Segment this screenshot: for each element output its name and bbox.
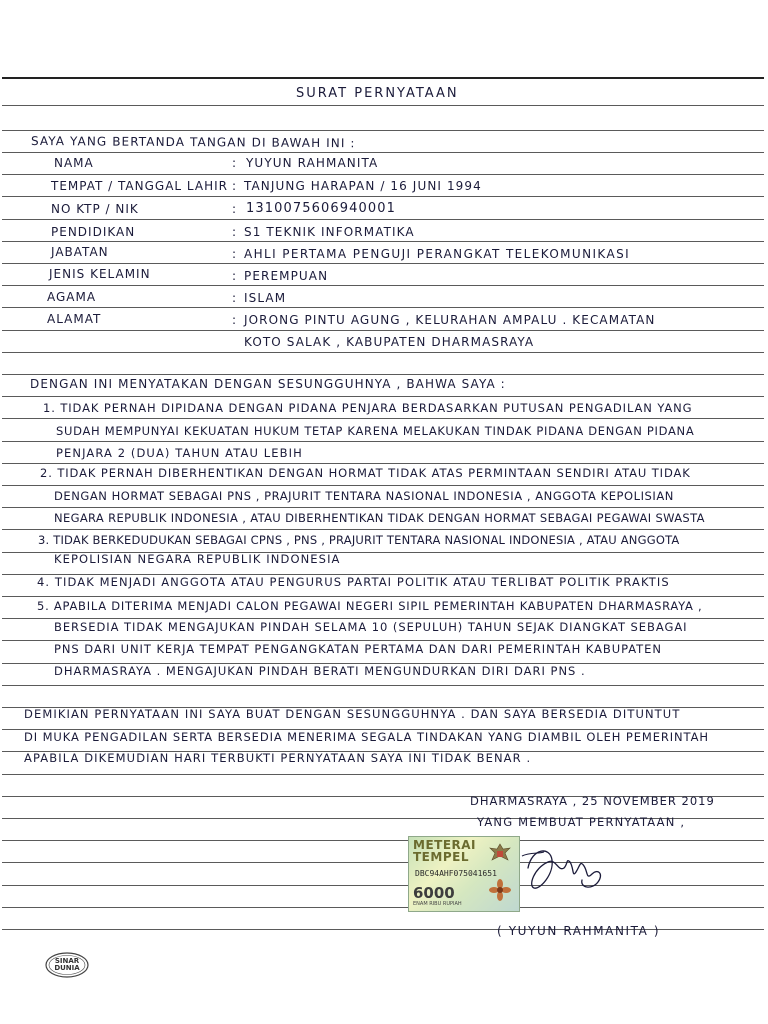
field-label-agama: AGAMA (47, 290, 97, 304)
ruled-line (2, 840, 764, 841)
field-value-pendidikan: S1 TEKNIK INFORMATIKA (244, 225, 415, 239)
field-label-nik: NO KTP / NIK (51, 202, 139, 216)
ruled-line (2, 529, 764, 530)
handwritten-signature (520, 838, 610, 898)
field-value-nama: YUYUN RAHMANITA (246, 156, 379, 170)
field-colon: : (232, 156, 238, 170)
ruled-line (2, 862, 764, 863)
duty-stamp (408, 836, 520, 912)
ruled-line (2, 241, 764, 242)
ruled-line (2, 374, 764, 375)
statement-1-line-1: 1. TIDAK PERNAH DIPIDANA DENGAN PIDANA PENJARA BERDASARKAN PUTUSAN PENGADILAN YANG (43, 401, 693, 415)
ruled-line (2, 330, 764, 331)
ruled-line (2, 152, 764, 153)
ruled-line (2, 307, 764, 308)
logo-line-2: DUNIA (54, 964, 80, 972)
ruled-line (2, 105, 764, 106)
statement-5-line-3: PNS DARI UNIT KERJA TEMPAT PENGANGKATAN PERTAMA DAN DARI PEMERINTAH KABUPATEN (54, 642, 662, 656)
sinar-dunia-logo (44, 951, 90, 979)
place-date: DHARMASRAYA , 25 NOVEMBER 2019 (470, 794, 715, 808)
statement-1-line-2: SUDAH MEMPUNYAI KEKUATAN HUKUM TETAP KARENA MELAKUKAN TINDAK PIDANA DENGAN PIDANA (56, 424, 695, 438)
stamp-line-1: METERAI (413, 838, 477, 852)
ruled-line (2, 196, 764, 197)
stamp-serial: DBC94AHF075041651 (415, 869, 497, 878)
field-colon: : (232, 225, 238, 239)
intro-line: SAYA YANG BERTANDA TANGAN DI BAWAH INI : (30, 134, 356, 151)
ruled-line (2, 640, 764, 641)
ruled-line (2, 174, 764, 175)
field-label-nama: NAMA (54, 156, 94, 170)
field-value-alamat: JORONG PINTU AGUNG , KELURAHAN AMPALU . KECAMATAN (244, 313, 656, 327)
statement-intro: DENGAN INI MENYATAKAN DENGAN SESUNGGUHNYA , BAHWA SAYA : (30, 377, 506, 391)
statement-1-line-3: PENJARA 2 (DUA) TAHUN ATAU LEBIH (56, 446, 303, 460)
field-label-jabatan: JABATAN (51, 245, 109, 259)
ruled-line (2, 907, 764, 908)
field-value-nik: 1310075606940001 (246, 201, 396, 216)
ruled-line (2, 396, 764, 397)
stamp-amount-words: ENAM RIBU RUPIAH (413, 901, 462, 907)
ruled-line (2, 774, 764, 775)
field-label-gender: JENIS KELAMIN (49, 267, 151, 281)
closing-line-3: APABILA DIKEMUDIAN HARI TERBUKTI PERNYATAAN SAYA INI TIDAK BENAR . (24, 751, 532, 765)
ruled-line (2, 685, 764, 686)
stamp-amount: 6000 (413, 884, 455, 902)
statement-4-line-1: 4. TIDAK MENJADI ANGGOTA ATAU PENGURUS PARTAI POLITIK ATAU TERLIBAT POLITIK PRAKTIS (37, 575, 670, 589)
field-value-gender: PEREMPUAN (244, 269, 329, 283)
ruled-line (2, 130, 764, 131)
stamp-line-2: TEMPEL (413, 850, 469, 864)
statement-3-line-2: KEPOLISIAN NEGARA REPUBLIK INDONESIA (54, 552, 341, 566)
closing-line-1: DEMIKIAN PERNYATAAN INI SAYA BUAT DENGAN SESUNGGUHNYA . DAN SAYA BERSEDIA DITUNTUT (24, 707, 681, 721)
ruled-line (2, 441, 764, 442)
logo-line-1: SINAR (54, 957, 80, 965)
ruled-line (2, 485, 764, 486)
field-colon: : (232, 247, 238, 261)
field-value-jabatan: AHLI PERTAMA PENGUJI PERANGKAT TELEKOMUNIKASI (244, 247, 631, 261)
garuda-emblem-icon (487, 841, 513, 867)
ruled-line (2, 263, 764, 264)
ruled-line (2, 77, 764, 79)
field-colon: : (232, 269, 238, 283)
stamp-flower-icon (489, 879, 511, 901)
field-colon: : (232, 179, 238, 193)
statement-5-line-1: 5. APABILA DITERIMA MENJADI CALON PEGAWAI NEGERI SIPIL PEMERINTAH KABUPATEN DHARMASRAYA , (37, 599, 703, 613)
ruled-line (2, 596, 764, 597)
closing-line-2: DI MUKA PENGADILAN SERTA BERSEDIA MENERIMA SEGALA TINDAKAN YANG DIAMBIL OLEH PEMERINTAH (24, 730, 709, 744)
ruled-line (2, 418, 764, 419)
ruled-line (2, 885, 764, 886)
ruled-line (2, 463, 764, 464)
statement-5-line-2: BERSEDIA TIDAK MENGAJUKAN PINDAH SELAMA 10 (SEPULUH) TAHUN SEJAK DIANGKAT SEBAGAI (54, 620, 688, 634)
ruled-line (2, 352, 764, 353)
field-colon: : (232, 313, 238, 327)
statement-2-line-1: 2. TIDAK PERNAH DIBERHENTIKAN DENGAN HORMAT TIDAK ATAS PERMINTAAN SENDIRI ATAU TIDAK (40, 466, 691, 480)
statement-2-line-2: DENGAN HORMAT SEBAGAI PNS , PRAJURIT TENTARA NASIONAL INDONESIA , ANGGOTA KEPOLISIAN (54, 489, 674, 503)
field-value-alamat-cont: KOTO SALAK , KABUPATEN DHARMASRAYA (244, 335, 535, 349)
field-colon: : (232, 202, 238, 216)
ruled-line (2, 618, 764, 619)
ruled-line (2, 507, 764, 508)
field-value-agama: ISLAM (244, 291, 287, 305)
letter-title: SURAT PERNYATAAN (296, 86, 459, 101)
field-value-birth: TANJUNG HARAPAN / 16 JUNI 1994 (244, 179, 482, 193)
signer-name: ( YUYUN RAHMANITA ) (497, 924, 661, 938)
field-label-pendidikan: PENDIDIKAN (51, 225, 136, 239)
ruled-line (2, 219, 764, 220)
statement-2-line-3: NEGARA REPUBLIK INDONESIA , ATAU DIBERHENTIKAN TIDAK DENGAN HORMAT SEBAGAI PEGAWAI SWASTA (54, 511, 705, 525)
field-colon: : (232, 291, 238, 305)
ruled-line (2, 285, 764, 286)
field-label-alamat: ALAMAT (47, 312, 102, 326)
signer-caption: YANG MEMBUAT PERNYATAAN , (477, 815, 686, 829)
field-label-birth: TEMPAT / TANGGAL LAHIR (51, 179, 228, 193)
statement-3-line-1: 3. TIDAK BERKEDUDUKAN SEBAGAI CPNS , PNS , PRAJURIT TENTARA NASIONAL INDONESIA , ATAU ANGGOTA (38, 533, 680, 547)
statement-5-line-4: DHARMASRAYA . MENGAJUKAN PINDAH BERATI MENGUNDURKAN DIRI DARI PNS . (54, 664, 586, 678)
